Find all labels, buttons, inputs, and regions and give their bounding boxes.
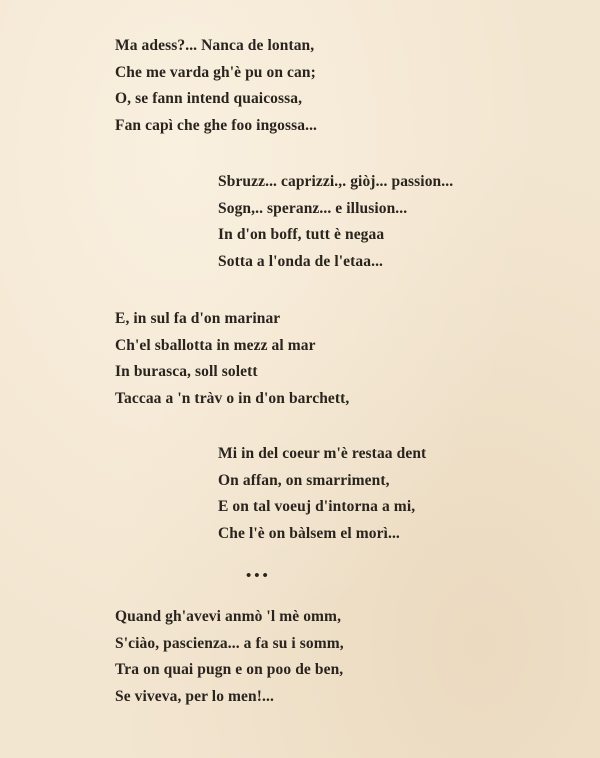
poem-line: Ma adess?... Nanca de lontan, xyxy=(115,37,315,54)
poem-line: Sogn,.. speranz... e illusion... xyxy=(218,199,408,217)
poem-line: E, in sul fa d'on marinar xyxy=(115,310,281,327)
stanza-3 xyxy=(115,306,349,412)
stanza-4 xyxy=(218,441,426,547)
poem-line: Tra on quai pugn e on poo de ben, xyxy=(115,661,344,678)
poem-line: In d'on boff, tutt è negaa xyxy=(218,226,385,243)
poem-line: Sbruzz... caprizzi.,. giòj... passion... xyxy=(218,173,454,190)
poem-line: S'ciào, pascienza... a fa su i somm, xyxy=(115,634,344,652)
poem-line: Ch'el sballotta in mezz al mar xyxy=(115,336,316,354)
poem-line: Mi in del coeur m'è restaa dent xyxy=(218,445,427,462)
poem-line: O, se fann intend quaicossa, xyxy=(115,90,303,107)
poem-line: Sotta a l'onda de l'etaa... xyxy=(218,252,384,270)
poem-line: Quand gh'avevi anmò 'l mè omm, xyxy=(115,608,342,625)
poem-line: In burasca, soll solett xyxy=(115,363,258,380)
stanza-2 xyxy=(218,169,453,275)
poem-line: Che l'è on bàlsem el morì... xyxy=(218,524,400,542)
stanza-5 xyxy=(115,604,344,710)
poem-line: Se viveva, per lo men!... xyxy=(115,687,274,705)
poem-line: Fan capì che ghe foo ingossa... xyxy=(115,116,318,134)
stanza-1 xyxy=(115,33,317,139)
poem-line: On affan, on smarriment, xyxy=(218,471,390,489)
poem-line: E on tal voeuj d'intorna a mi, xyxy=(218,498,416,515)
poem-line: Taccaa a 'n tràv o in d'on barchett, xyxy=(115,389,350,407)
section-separator: ••• xyxy=(246,568,271,584)
poem-line: Che me varda gh'è pu on can; xyxy=(115,63,316,81)
